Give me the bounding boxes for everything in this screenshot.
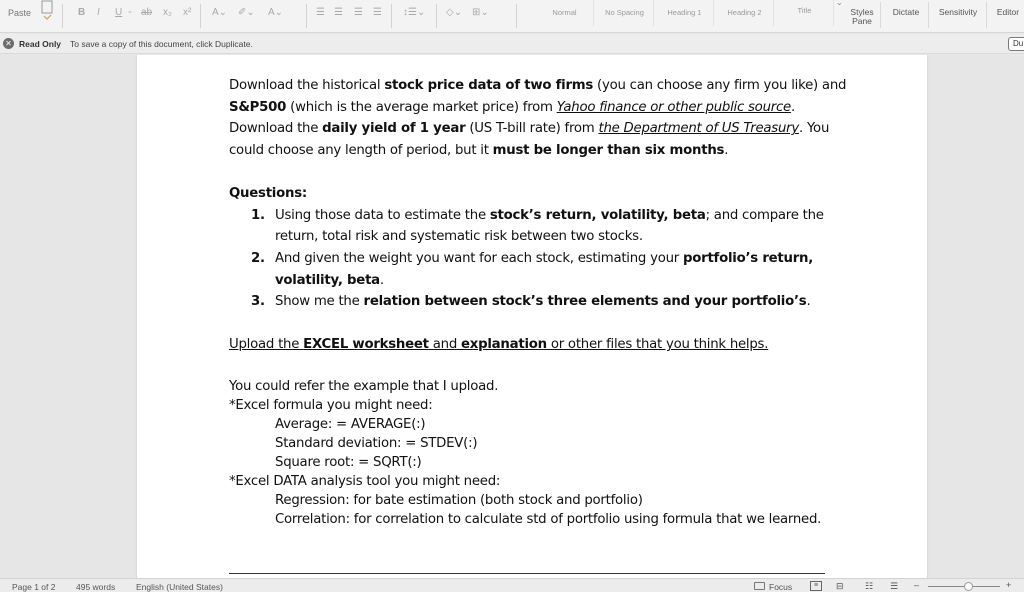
ribbon-separator — [986, 2, 987, 28]
print-layout-icon[interactable]: ≡ — [810, 581, 822, 591]
questions-heading — [229, 183, 849, 205]
subscript-button[interactable]: x₂ — [163, 7, 172, 18]
style-title[interactable]: Title — [776, 0, 834, 26]
styles-pane-button[interactable]: Styles Pane — [850, 7, 874, 26]
question-number: 2. — [251, 250, 265, 266]
bold-text: Questions: — [229, 185, 307, 201]
style-heading-2[interactable]: Heading 2 — [716, 0, 774, 26]
text-run: . — [724, 143, 729, 159]
text-run: Using those data to estimate the — [275, 207, 490, 223]
question-number: 1. — [251, 207, 265, 223]
draft-view-icon[interactable]: ☰ — [890, 581, 899, 591]
text-run: . — [379, 272, 384, 288]
highlight-icon[interactable]: ✐⌄ — [238, 7, 255, 18]
font-color-icon[interactable]: A⌄ — [268, 7, 284, 18]
styles-gallery-arrow-icon[interactable]: ⌄ — [836, 0, 843, 7]
word-count[interactable]: 495 words — [76, 582, 116, 592]
ribbon-separator — [200, 4, 201, 28]
zoom-in-icon[interactable]: + — [1006, 580, 1012, 590]
bold-text: daily yield of 1 year — [322, 121, 466, 137]
outline-view-icon[interactable]: ☷ — [865, 581, 874, 591]
bold-text: S&P500 — [229, 99, 287, 115]
text-run: Show me the — [275, 294, 364, 310]
duplicate-button[interactable]: Du — [1008, 37, 1024, 51]
text-run: Download the — [229, 121, 323, 137]
style-normal[interactable]: Normal — [536, 0, 594, 26]
document-body[interactable] — [229, 75, 849, 529]
excel-formula-heading: *Excel formula you might need: — [229, 397, 433, 413]
treasury-link[interactable]: the Department of US Treasury — [598, 121, 799, 137]
text-run: (which is the average market price) from — [286, 99, 557, 115]
bold-text: stock price data of two firms — [384, 78, 594, 93]
question-item — [251, 291, 849, 313]
formula-line: Standard deviation: = STDEV(:) — [275, 435, 478, 451]
zoom-slider-thumb[interactable] — [964, 582, 973, 591]
ribbon-separator — [436, 4, 437, 28]
ribbon-separator — [880, 2, 881, 28]
question-number: 3. — [251, 294, 265, 310]
bold-text: relation between stock’s three elements and your portfolio’s — [363, 294, 807, 310]
text-run: And given the weight you want for each stock, estimating your — [275, 250, 683, 266]
bold-text: stock’s return, volatility, beta — [489, 207, 706, 223]
focus-button[interactable]: Focus — [769, 582, 793, 592]
text-run: (you can choose any firm you like) and — [593, 78, 847, 93]
ribbon-separator — [928, 2, 929, 28]
strikethrough-button[interactable]: ab — [141, 7, 153, 18]
ribbon-separator — [516, 4, 517, 28]
formula-line: Average: = AVERAGE(:) — [275, 416, 426, 432]
underline-dropdown-icon[interactable]: ⌄ — [127, 8, 133, 15]
yahoo-finance-link[interactable]: Yahoo finance or other public source — [556, 99, 791, 115]
instructions-paragraph — [229, 75, 849, 162]
italic-button[interactable]: I — [97, 7, 100, 18]
document-canvas[interactable] — [0, 55, 1024, 578]
zoom-out-icon[interactable]: – — [914, 580, 920, 590]
text-run: . You could choose any length of period, but it — [229, 121, 830, 159]
align-left-icon[interactable]: ☰ — [316, 7, 325, 18]
status-bar — [0, 578, 1024, 592]
bold-text: explanation — [461, 337, 547, 353]
text-run: ; and compare the return, total risk and systematic risk between two stocks. — [275, 207, 824, 245]
ribbon-toolbar — [0, 0, 1024, 33]
paste-button[interactable]: Paste — [8, 8, 32, 18]
question-item — [251, 205, 849, 248]
align-right-icon[interactable]: ☰ — [354, 7, 363, 18]
refer-line: You could refer the example that I upload. — [229, 378, 499, 394]
excel-tool-heading: *Excel DATA analysis tool you might need: — [229, 473, 501, 489]
read-only-message: To save a copy of this document, click Duplicate. — [70, 39, 253, 49]
bold-button[interactable]: B — [78, 7, 86, 18]
line-spacing-icon[interactable]: ↕☰⌄ — [403, 7, 426, 18]
language-status[interactable]: English (United States) — [136, 582, 223, 592]
tool-line: Regression: for bate estimation (both stock and portfolio) — [275, 492, 643, 508]
document-page[interactable] — [137, 55, 927, 578]
text-run: Upload the — [229, 337, 304, 353]
shading-icon[interactable]: ◇⌄ — [446, 7, 463, 18]
align-center-icon[interactable]: ☰ — [334, 7, 343, 18]
underline-button[interactable]: U — [115, 7, 123, 18]
editor-button[interactable]: Editor — [996, 7, 1020, 17]
questions-list — [229, 205, 849, 314]
read-only-label: Read Only — [19, 39, 62, 49]
bold-text: must be longer than six months — [492, 143, 725, 159]
text-run: . — [790, 99, 795, 115]
tool-line: Correlation: for correlation to calculate std of portfolio using formula that we learned. — [275, 511, 822, 527]
read-only-bar — [0, 34, 1024, 54]
bold-text: portfolio’s return, volatility, beta — [275, 250, 814, 288]
ribbon-separator — [62, 4, 63, 28]
ribbon-separator — [391, 4, 392, 28]
text-run: (US T-bill rate) from — [465, 121, 599, 137]
read-only-icon: ✕ — [3, 38, 14, 49]
web-layout-icon[interactable]: ⊟ — [836, 581, 844, 591]
text-run: . — [806, 294, 811, 310]
text-effects-icon[interactable]: A⌄ — [212, 7, 228, 18]
text-run: and — [428, 337, 462, 353]
focus-icon[interactable] — [754, 582, 765, 590]
dictate-button[interactable]: Dictate — [892, 7, 920, 17]
style-heading-1[interactable]: Heading 1 — [656, 0, 714, 26]
text-run: Download the historical — [229, 78, 385, 93]
text-run: or other files that you think helps. — [546, 337, 769, 353]
bold-text: EXCEL worksheet — [303, 337, 429, 353]
style-no-spacing[interactable]: No Spacing — [596, 0, 654, 26]
superscript-button[interactable]: x² — [183, 7, 192, 18]
horizontal-rule — [229, 573, 825, 574]
page-count[interactable]: Page 1 of 2 — [12, 582, 56, 592]
formula-line: Square root: = SQRT(:) — [275, 454, 422, 470]
sensitivity-button[interactable]: Sensitivity — [938, 7, 978, 17]
upload-instructions — [229, 334, 849, 356]
ribbon-separator — [306, 4, 307, 28]
justify-icon[interactable]: ☰ — [373, 7, 382, 18]
clipboard-icon[interactable] — [40, 0, 54, 22]
borders-icon[interactable]: ⊞⌄ — [472, 7, 489, 18]
question-item — [251, 248, 849, 291]
